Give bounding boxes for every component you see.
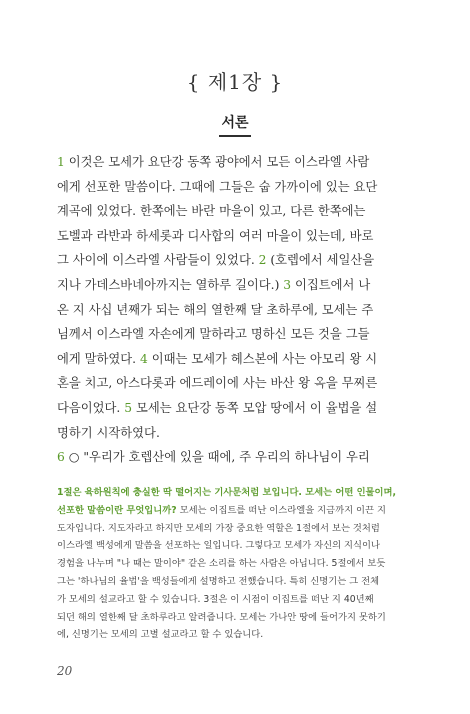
text-line: 명하기 시작하였다. xyxy=(57,425,160,440)
text-line: 계곡에 있었다. 한쪽에는 바란 마을이 있고, 다른 한쪽에는 xyxy=(57,204,366,219)
verse-number: 1 xyxy=(57,155,65,169)
commentary-note xyxy=(57,484,414,644)
text-line: 그 사이에 이스라엘 사람들이 있었다. 2 (호렙에서 세일산을 xyxy=(57,253,375,268)
note-question: 선포한 말씀이란 무엇입니까? xyxy=(57,504,177,516)
chapter-heading: { 제1장 } xyxy=(186,70,284,94)
note-line: 에, 신명기는 모세의 고별 설교라고 할 수 있습니다. xyxy=(57,629,264,641)
section-underline xyxy=(219,135,251,137)
note-line: 도자입니다. 지도자라고 하지만 모세의 가장 중요한 역할은 1절에서 보는 것처럼 xyxy=(57,522,380,534)
text-line: 지나 가데스바네아까지는 열하루 길이다.) 3 이집트에서 나 xyxy=(57,277,371,292)
note-line: 그는 '하나님의 율법'을 백성들에게 설명하고 전했습니다. 특히 신명기는 그 전체 xyxy=(57,575,380,587)
note-line: 이스라엘 백성에게 말씀을 선포하는 일입니다. 그렇다고 모세가 자신의 지식이나 xyxy=(57,540,380,552)
verse-number: 2 xyxy=(258,253,267,268)
note-line: 되던 해의 열한째 달 초하루라고 알려줍니다. 모세는 가나안 땅에 들어가지 못하기 xyxy=(57,611,386,623)
verse-number: 5 xyxy=(124,400,133,415)
scripture-text xyxy=(57,150,414,470)
note-line: 가 모세의 설교라고 할 수 있습니다. 3절은 이 시점이 이집트를 떠난 지 40년째 xyxy=(57,593,374,605)
note-line: 선포한 말씀이란 무엇입니까? 모세는 이집트를 떠난 이스라엘을 지금까지 이끈 지 xyxy=(57,504,386,516)
page-number: 20 xyxy=(57,664,73,678)
verse-number: 4 xyxy=(140,351,148,366)
text-line: 온 지 사십 년째가 되는 해의 열한째 달 초하루에, 모세는 주 xyxy=(57,302,374,317)
verse-number: 6 xyxy=(57,450,65,465)
text-line: 에게 선포한 말씀이다. 그때에 그들은 숩 가까이에 있는 요단 xyxy=(57,179,378,194)
verse-number: 3 xyxy=(283,277,292,292)
text-line: 에게 말하였다. 4 이때는 모세가 헤스본에 사는 아모리 왕 시 xyxy=(57,351,378,366)
text-line: 1 이것은 모세가 요단강 동쪽 광야에서 모든 이스라엘 사람 xyxy=(57,155,370,169)
text-line: 님께서 이스라엘 자손에게 말하라고 명하신 모든 것을 그들 xyxy=(57,327,370,342)
note-line: 1절은 육하원칙에 충실한 딱 떨어지는 기사문처럼 보입니다. 모세는 어떤 인물이며, xyxy=(57,487,397,498)
section-title: 서론 xyxy=(221,115,249,131)
text-line: 도벨과 라반과 하세롯과 디사합의 여러 마을이 있는데, 바로 xyxy=(57,228,374,243)
text-line: 혼을 치고, 아스다롯과 에드레이에 사는 바산 왕 옥을 무찌른 xyxy=(57,376,378,391)
text-line: 6 ○ "우리가 호렙산에 있을 때에, 주 우리의 하나님이 우리 xyxy=(57,450,370,465)
note-line: 경험을 나누며 "나 때는 말이야" 같은 소리를 하는 사람은 아닙니다. 5절에서 보듯 xyxy=(57,558,386,570)
text-line: 다음이었다. 5 모세는 요단강 동쪽 모압 땅에서 이 율법을 설 xyxy=(57,400,378,415)
